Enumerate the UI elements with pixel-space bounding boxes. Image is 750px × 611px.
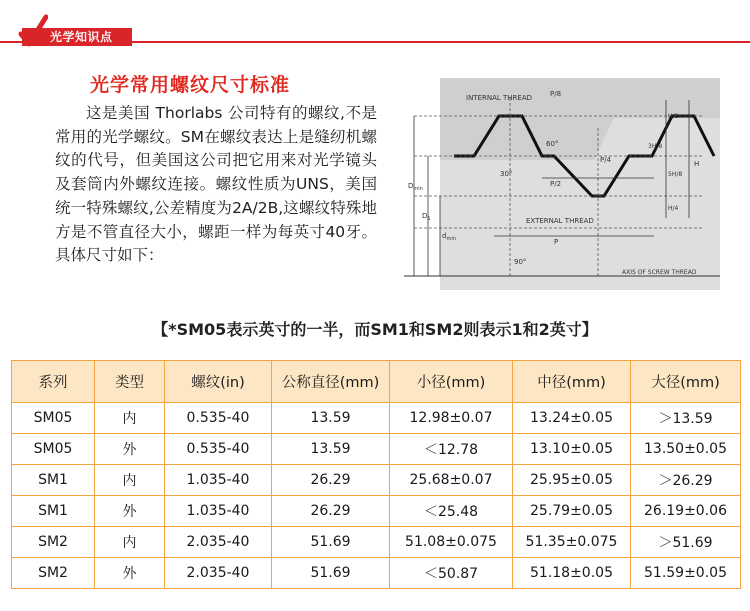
diagram-angle30: 30° xyxy=(500,170,513,178)
table-cell: SM2 xyxy=(12,527,95,558)
diagram-h: H xyxy=(694,160,700,168)
table-row xyxy=(12,434,741,465)
table-cell: 12.98±0.07 xyxy=(390,403,513,434)
section-tag-label: 光学知识点 xyxy=(50,30,113,44)
table-cell: 26.29 xyxy=(272,496,390,527)
table-cell: SM05 xyxy=(12,434,95,465)
table-cell: 内 xyxy=(95,403,165,434)
table-cell: 0.535-40 xyxy=(165,434,272,465)
diagram-h5-8: 5H/8 xyxy=(668,171,683,178)
table-cell: 13.10±0.05 xyxy=(513,434,631,465)
column-header: 中径(mm) xyxy=(513,361,631,403)
table-cell: 内 xyxy=(95,465,165,496)
table-cell: SM1 xyxy=(12,496,95,527)
table-cell: 13.24±0.05 xyxy=(513,403,631,434)
diagram-p2: P/2 xyxy=(550,180,562,188)
diagram-p: P xyxy=(554,238,559,246)
column-header: 螺纹(in) xyxy=(165,361,272,403)
diagram-external-label: EXTERNAL THREAD xyxy=(526,217,594,225)
table-row xyxy=(12,465,741,496)
diagram-angle90: 90° xyxy=(514,258,527,266)
table-row xyxy=(12,403,741,434)
table-cell: 51.18±0.05 xyxy=(513,558,631,589)
table-cell: ＜25.48 xyxy=(390,496,513,527)
diagram-angle60: 60° xyxy=(546,140,559,148)
table-cell: SM1 xyxy=(12,465,95,496)
column-header: 公称直径(mm) xyxy=(272,361,390,403)
thread-spec-table xyxy=(11,360,741,589)
table-cell: 51.35±0.075 xyxy=(513,527,631,558)
column-header: 类型 xyxy=(95,361,165,403)
table-cell: 13.50±0.05 xyxy=(631,434,741,465)
diagram-dmin-small: $d_{min}$ xyxy=(442,232,456,242)
table-cell: 外 xyxy=(95,496,165,527)
diagram-internal-label: INTERNAL THREAD xyxy=(466,94,533,102)
checkmark-icon xyxy=(18,14,48,50)
diagram-h3-8: 3H/8 xyxy=(648,143,663,150)
table-row xyxy=(12,558,741,589)
thread-profile-diagram xyxy=(404,78,720,290)
diagram-h8: H/8 xyxy=(668,113,679,120)
article-title: 光学常用螺纹尺寸标准 xyxy=(90,74,291,96)
table-cell: 25.68±0.07 xyxy=(390,465,513,496)
table-cell: ＜12.78 xyxy=(390,434,513,465)
table-cell: 51.08±0.075 xyxy=(390,527,513,558)
table-cell: ＞26.29 xyxy=(631,465,741,496)
table-cell: ＜50.87 xyxy=(390,558,513,589)
table-cell: 13.59 xyxy=(272,403,390,434)
table-cell: 25.79±0.05 xyxy=(513,496,631,527)
table-cell: 26.19±0.06 xyxy=(631,496,741,527)
table-cell: SM05 xyxy=(12,403,95,434)
table-cell: 外 xyxy=(95,434,165,465)
diagram-h4: H/4 xyxy=(668,205,679,212)
table-cell: 外 xyxy=(95,558,165,589)
table-cell: 1.035-40 xyxy=(165,496,272,527)
table-cell: 13.59 xyxy=(272,434,390,465)
table-cell: 内 xyxy=(95,527,165,558)
table-header-row xyxy=(12,361,741,403)
table-row xyxy=(12,496,741,527)
diagram-p8-top: P/8 xyxy=(550,90,562,98)
table-cell: 2.035-40 xyxy=(165,558,272,589)
table-cell: 51.69 xyxy=(272,558,390,589)
diagram-dmin: $D_{min}$ xyxy=(408,182,423,192)
table-cell: ＞13.59 xyxy=(631,403,741,434)
table-cell: 2.035-40 xyxy=(165,527,272,558)
column-header: 系列 xyxy=(12,361,95,403)
column-header: 大径(mm) xyxy=(631,361,741,403)
diagram-axis-label: AXIS OF SCREW THREAD xyxy=(622,269,697,276)
table-cell: ＞51.69 xyxy=(631,527,741,558)
column-header: 小径(mm) xyxy=(390,361,513,403)
article-body: 这是美国 Thorlabs 公司特有的螺纹,不是常用的光学螺纹。SM在螺纹表达上是缝纫机螺纹的代号，但美国这公司把它用来对光学镜头及套筒内外螺纹连接。螺纹性质为UNS，美国统一特殊螺纹,公差精度为2A/2B,这螺纹特殊地方是不管直径大小，螺距一样为每英寸40牙。具体尺寸如下： xyxy=(55,104,377,265)
diagram-d1: $D_1$ xyxy=(422,212,431,222)
table-cell: 26.29 xyxy=(272,465,390,496)
table-row xyxy=(12,527,741,558)
table-cell: 25.95±0.05 xyxy=(513,465,631,496)
table-cell: 0.535-40 xyxy=(165,403,272,434)
table-cell: 1.035-40 xyxy=(165,465,272,496)
table-cell: 51.59±0.05 xyxy=(631,558,741,589)
table-cell: 51.69 xyxy=(272,527,390,558)
diagram-p4: P/4 xyxy=(600,156,612,164)
size-note: 【*SM05表示英寸的一半，而SM1和SM2则表示1和2英寸】 xyxy=(152,320,598,339)
table-cell: SM2 xyxy=(12,558,95,589)
